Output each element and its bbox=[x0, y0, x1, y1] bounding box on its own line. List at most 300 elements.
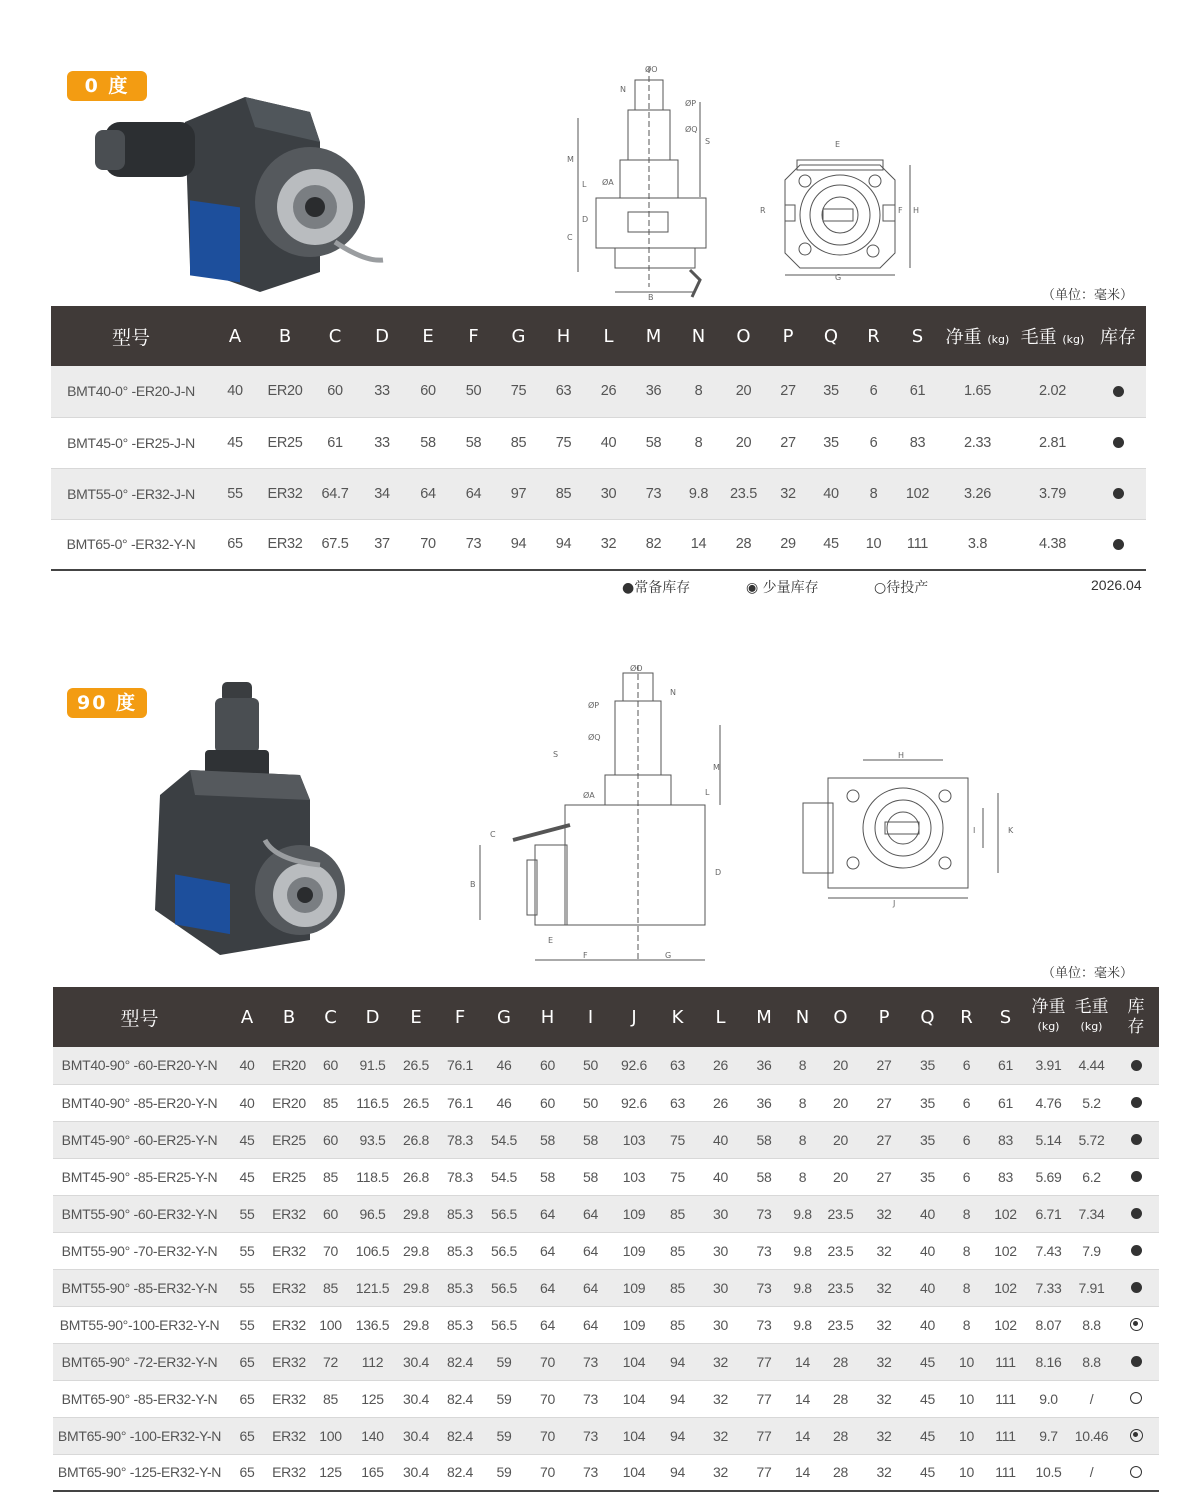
model-cell: BMT45-90° -60-ER25-Y-N bbox=[53, 1121, 226, 1158]
value-cell: 28 bbox=[819, 1454, 862, 1491]
dimension-drawing-0-front bbox=[560, 62, 720, 302]
table-body-0 bbox=[51, 366, 1146, 570]
svg-text:ØP: ØP bbox=[685, 99, 697, 108]
stock-full-icon bbox=[1131, 1282, 1142, 1293]
value-cell: 26.5 bbox=[394, 1084, 438, 1121]
value-cell: ER25 bbox=[259, 417, 311, 468]
value-cell: 3.26 bbox=[940, 468, 1015, 519]
value-cell: 30.4 bbox=[394, 1454, 438, 1491]
kg-unit: (kg) bbox=[1080, 1020, 1103, 1033]
value-cell: 83 bbox=[984, 1158, 1027, 1195]
value-cell: 45 bbox=[226, 1121, 268, 1158]
value-cell: 45 bbox=[211, 417, 259, 468]
value-cell: 6 bbox=[949, 1121, 984, 1158]
value-cell: 32 bbox=[862, 1454, 906, 1491]
value-cell: 35 bbox=[810, 366, 852, 417]
value-cell: 10 bbox=[949, 1380, 984, 1417]
value-cell: 34 bbox=[359, 468, 405, 519]
value-cell: ER32 bbox=[268, 1454, 310, 1491]
table-row bbox=[51, 366, 1146, 417]
value-cell: 85.3 bbox=[438, 1269, 482, 1306]
value-cell: 109 bbox=[612, 1232, 656, 1269]
value-cell: ER32 bbox=[268, 1195, 310, 1232]
value-cell: 6.2 bbox=[1070, 1158, 1113, 1195]
model-cell: BMT65-90° -125-ER32-Y-N bbox=[53, 1454, 226, 1491]
value-cell: 8.07 bbox=[1027, 1306, 1070, 1343]
value-cell: 9.8 bbox=[786, 1269, 819, 1306]
value-cell: 65 bbox=[226, 1454, 268, 1491]
value-cell: 73 bbox=[742, 1269, 786, 1306]
dimension-drawing-90-side bbox=[465, 665, 730, 965]
value-cell: 4.76 bbox=[1027, 1084, 1070, 1121]
value-cell: 8.8 bbox=[1070, 1343, 1113, 1380]
dimension-drawing-0-top bbox=[755, 135, 925, 280]
value-cell: 96.5 bbox=[351, 1195, 394, 1232]
value-cell: 50 bbox=[569, 1047, 612, 1084]
svg-text:H: H bbox=[913, 206, 920, 215]
stock-cell bbox=[1113, 1380, 1159, 1417]
value-cell: 109 bbox=[612, 1306, 656, 1343]
value-cell: 27 bbox=[862, 1158, 906, 1195]
value-cell: ER32 bbox=[268, 1380, 310, 1417]
value-cell: 111 bbox=[895, 519, 940, 570]
value-cell: 70 bbox=[526, 1454, 569, 1491]
table-row bbox=[53, 1417, 1159, 1454]
value-cell: 23.5 bbox=[819, 1195, 862, 1232]
value-cell: 70 bbox=[310, 1232, 351, 1269]
value-cell: 9.8 bbox=[786, 1306, 819, 1343]
model-cell: BMT40-90° -85-ER20-Y-N bbox=[53, 1084, 226, 1121]
value-cell: 102 bbox=[984, 1306, 1027, 1343]
value-cell: 82.4 bbox=[438, 1380, 482, 1417]
stock-none-icon bbox=[1130, 1392, 1142, 1404]
value-cell: 14 bbox=[786, 1380, 819, 1417]
table-row bbox=[53, 1084, 1159, 1121]
value-cell: 30 bbox=[699, 1269, 742, 1306]
header-model: 型号 bbox=[51, 306, 211, 366]
header-P: P bbox=[766, 306, 810, 366]
value-cell: 58 bbox=[742, 1121, 786, 1158]
value-cell: 55 bbox=[226, 1306, 268, 1343]
value-cell: 73 bbox=[451, 519, 496, 570]
value-cell: 85 bbox=[496, 417, 541, 468]
value-cell: ER32 bbox=[259, 468, 311, 519]
value-cell: 118.5 bbox=[351, 1158, 394, 1195]
value-cell: 75 bbox=[541, 417, 586, 468]
value-cell: 8.8 bbox=[1070, 1306, 1113, 1343]
header-O: O bbox=[721, 306, 766, 366]
table-row bbox=[53, 1158, 1159, 1195]
header-gross-weight-label: 毛重 bbox=[1020, 327, 1057, 348]
value-cell: 65 bbox=[226, 1380, 268, 1417]
value-cell: 77 bbox=[742, 1417, 786, 1454]
value-cell: 111 bbox=[984, 1380, 1027, 1417]
value-cell: 125 bbox=[310, 1454, 351, 1491]
value-cell: 60 bbox=[311, 366, 359, 417]
stock-cell bbox=[1113, 1195, 1159, 1232]
value-cell: 28 bbox=[819, 1380, 862, 1417]
value-cell: 27 bbox=[862, 1121, 906, 1158]
value-cell: 58 bbox=[742, 1158, 786, 1195]
value-cell: / bbox=[1070, 1454, 1113, 1491]
value-cell: 56.5 bbox=[482, 1232, 526, 1269]
value-cell: 59 bbox=[482, 1380, 526, 1417]
model-cell: BMT55-90° -85-ER32-Y-N bbox=[53, 1269, 226, 1306]
value-cell: ER32 bbox=[268, 1417, 310, 1454]
value-cell: 28 bbox=[819, 1343, 862, 1380]
value-cell: 8 bbox=[949, 1232, 984, 1269]
value-cell: 85.3 bbox=[438, 1232, 482, 1269]
value-cell: 104 bbox=[612, 1343, 656, 1380]
value-cell: 8 bbox=[949, 1269, 984, 1306]
value-cell: ER32 bbox=[268, 1269, 310, 1306]
value-cell: 165 bbox=[351, 1454, 394, 1491]
value-cell: 50 bbox=[569, 1084, 612, 1121]
value-cell: 29.8 bbox=[394, 1195, 438, 1232]
value-cell: 35 bbox=[906, 1158, 949, 1195]
svg-text:M: M bbox=[713, 763, 720, 772]
value-cell: 5.14 bbox=[1027, 1121, 1070, 1158]
value-cell: 10 bbox=[852, 519, 895, 570]
spec-table-90-degree bbox=[53, 987, 1159, 1492]
value-cell: 82.4 bbox=[438, 1417, 482, 1454]
model-cell: BMT45-0° -ER25-J-N bbox=[51, 417, 211, 468]
svg-text:E: E bbox=[548, 936, 554, 945]
value-cell: 6 bbox=[949, 1158, 984, 1195]
header-A: A bbox=[211, 306, 259, 366]
value-cell: 5.2 bbox=[1070, 1084, 1113, 1121]
header-A: A bbox=[226, 987, 268, 1047]
value-cell: 30 bbox=[699, 1195, 742, 1232]
value-cell: 77 bbox=[742, 1343, 786, 1380]
value-cell: 73 bbox=[569, 1343, 612, 1380]
value-cell: 55 bbox=[226, 1195, 268, 1232]
header-net-weight-label: 净重 bbox=[945, 327, 982, 348]
header-O: O bbox=[819, 987, 862, 1047]
header-G: G bbox=[482, 987, 526, 1047]
value-cell: 32 bbox=[699, 1380, 742, 1417]
value-cell: 23.5 bbox=[819, 1232, 862, 1269]
value-cell: 102 bbox=[984, 1232, 1027, 1269]
value-cell: 61 bbox=[895, 366, 940, 417]
value-cell: 40 bbox=[810, 468, 852, 519]
header-P: P bbox=[862, 987, 906, 1047]
stock-full-icon bbox=[1113, 386, 1124, 397]
table-row bbox=[53, 1306, 1159, 1343]
value-cell: 35 bbox=[906, 1121, 949, 1158]
table-header-row bbox=[51, 306, 1146, 366]
value-cell: 85 bbox=[541, 468, 586, 519]
svg-text:ØO: ØO bbox=[645, 65, 658, 74]
value-cell: 9.0 bbox=[1027, 1380, 1070, 1417]
value-cell: 32 bbox=[699, 1343, 742, 1380]
table-row bbox=[53, 1454, 1159, 1491]
value-cell: ER25 bbox=[268, 1158, 310, 1195]
value-cell: 70 bbox=[526, 1343, 569, 1380]
value-cell: 40 bbox=[906, 1269, 949, 1306]
stock-cell bbox=[1113, 1047, 1159, 1084]
header-model: 型号 bbox=[53, 987, 226, 1047]
value-cell: 33 bbox=[359, 366, 405, 417]
stock-full-icon bbox=[1131, 1245, 1142, 1256]
header-S: S bbox=[895, 306, 940, 366]
value-cell: 55 bbox=[211, 468, 259, 519]
value-cell: 60 bbox=[310, 1195, 351, 1232]
header-N: N bbox=[786, 987, 819, 1047]
header-H: H bbox=[526, 987, 569, 1047]
table-body-90 bbox=[53, 1047, 1159, 1491]
value-cell: 65 bbox=[211, 519, 259, 570]
value-cell: 112 bbox=[351, 1343, 394, 1380]
svg-text:L: L bbox=[582, 180, 587, 189]
value-cell: 136.5 bbox=[351, 1306, 394, 1343]
value-cell: 75 bbox=[496, 366, 541, 417]
value-cell: 73 bbox=[569, 1417, 612, 1454]
value-cell: 64 bbox=[451, 468, 496, 519]
model-cell: BMT65-90° -72-ER32-Y-N bbox=[53, 1343, 226, 1380]
value-cell: 8 bbox=[949, 1306, 984, 1343]
value-cell: 94 bbox=[656, 1380, 699, 1417]
legend-few-stock: ◉ 少量库存 bbox=[746, 580, 819, 596]
header-L: L bbox=[586, 306, 631, 366]
header-R: R bbox=[949, 987, 984, 1047]
value-cell: 111 bbox=[984, 1417, 1027, 1454]
value-cell: 60 bbox=[310, 1121, 351, 1158]
value-cell: 91.5 bbox=[351, 1047, 394, 1084]
value-cell: 27 bbox=[766, 366, 810, 417]
table-row bbox=[53, 1232, 1159, 1269]
value-cell: 65 bbox=[226, 1343, 268, 1380]
value-cell: 26.8 bbox=[394, 1121, 438, 1158]
value-cell: 14 bbox=[786, 1343, 819, 1380]
model-cell: BMT55-90° -70-ER32-Y-N bbox=[53, 1232, 226, 1269]
value-cell: 20 bbox=[819, 1047, 862, 1084]
value-cell: 65 bbox=[226, 1417, 268, 1454]
svg-text:ØP: ØP bbox=[588, 701, 600, 710]
value-cell: 45 bbox=[810, 519, 852, 570]
value-cell: 82.4 bbox=[438, 1343, 482, 1380]
value-cell: ER32 bbox=[268, 1306, 310, 1343]
value-cell: 77 bbox=[742, 1380, 786, 1417]
value-cell: 85 bbox=[656, 1269, 699, 1306]
value-cell: 3.79 bbox=[1015, 468, 1090, 519]
header-gross-weight bbox=[1015, 306, 1090, 366]
svg-text:S: S bbox=[553, 750, 559, 759]
table-row bbox=[53, 1047, 1159, 1084]
value-cell: 94 bbox=[656, 1417, 699, 1454]
value-cell: 58 bbox=[631, 417, 676, 468]
model-cell: BMT40-0° -ER20-J-N bbox=[51, 366, 211, 417]
value-cell: 67.5 bbox=[311, 519, 359, 570]
value-cell: 26 bbox=[699, 1084, 742, 1121]
header-stock bbox=[1113, 987, 1159, 1047]
value-cell: 59 bbox=[482, 1417, 526, 1454]
value-cell: 8 bbox=[786, 1121, 819, 1158]
stock-cell bbox=[1113, 1121, 1159, 1158]
header-net-weight bbox=[940, 306, 1015, 366]
svg-text:ØQ: ØQ bbox=[588, 733, 601, 742]
value-cell: 32 bbox=[862, 1343, 906, 1380]
value-cell: 9.8 bbox=[676, 468, 721, 519]
stock-cell bbox=[1113, 1232, 1159, 1269]
value-cell: 140 bbox=[351, 1417, 394, 1454]
value-cell: 73 bbox=[569, 1454, 612, 1491]
stock-full-icon bbox=[1131, 1208, 1142, 1219]
value-cell: 40 bbox=[906, 1306, 949, 1343]
svg-text:D: D bbox=[582, 215, 589, 224]
value-cell: 14 bbox=[786, 1417, 819, 1454]
value-cell: 56.5 bbox=[482, 1269, 526, 1306]
value-cell: 55 bbox=[226, 1232, 268, 1269]
value-cell: 5.69 bbox=[1027, 1158, 1070, 1195]
header-F: F bbox=[451, 306, 496, 366]
header-D: D bbox=[359, 306, 405, 366]
value-cell: 61 bbox=[984, 1084, 1027, 1121]
svg-text:J: J bbox=[893, 899, 896, 908]
value-cell: 85 bbox=[656, 1306, 699, 1343]
header-net-weight-label: 净重 bbox=[1031, 997, 1066, 1017]
svg-text:F: F bbox=[583, 951, 588, 960]
value-cell: ER32 bbox=[259, 519, 311, 570]
value-cell: 60 bbox=[310, 1047, 351, 1084]
value-cell: 61 bbox=[311, 417, 359, 468]
svg-text:C: C bbox=[567, 233, 573, 242]
value-cell: 76.1 bbox=[438, 1084, 482, 1121]
value-cell: 121.5 bbox=[351, 1269, 394, 1306]
header-D: D bbox=[351, 987, 394, 1047]
value-cell: 64 bbox=[405, 468, 451, 519]
value-cell: 36 bbox=[742, 1084, 786, 1121]
value-cell: 40 bbox=[211, 366, 259, 417]
value-cell: 6 bbox=[852, 417, 895, 468]
stock-full-icon bbox=[1131, 1134, 1142, 1145]
value-cell: 40 bbox=[906, 1195, 949, 1232]
value-cell: 103 bbox=[612, 1121, 656, 1158]
stock-cell bbox=[1113, 1084, 1159, 1121]
header-net-weight bbox=[1027, 987, 1070, 1047]
svg-text:N: N bbox=[670, 688, 676, 697]
header-I: I bbox=[569, 987, 612, 1047]
value-cell: 58 bbox=[405, 417, 451, 468]
stock-cell bbox=[1090, 519, 1146, 570]
value-cell: 40 bbox=[226, 1047, 268, 1084]
value-cell: 7.9 bbox=[1070, 1232, 1113, 1269]
value-cell: 36 bbox=[631, 366, 676, 417]
kg-unit: (kg) bbox=[987, 333, 1010, 346]
stock-cell bbox=[1113, 1417, 1159, 1454]
value-cell: 29.8 bbox=[394, 1306, 438, 1343]
value-cell: ER25 bbox=[268, 1121, 310, 1158]
header-N: N bbox=[676, 306, 721, 366]
value-cell: 32 bbox=[862, 1269, 906, 1306]
value-cell: 10 bbox=[949, 1417, 984, 1454]
value-cell: 32 bbox=[862, 1417, 906, 1454]
value-cell: 93.5 bbox=[351, 1121, 394, 1158]
value-cell: 20 bbox=[819, 1121, 862, 1158]
value-cell: 58 bbox=[569, 1121, 612, 1158]
header-stock-line1: 库 bbox=[1127, 997, 1145, 1017]
value-cell: 72 bbox=[310, 1343, 351, 1380]
value-cell: 33 bbox=[359, 417, 405, 468]
header-J: J bbox=[612, 987, 656, 1047]
header-E: E bbox=[405, 306, 451, 366]
stock-cell bbox=[1113, 1158, 1159, 1195]
value-cell: 64 bbox=[526, 1269, 569, 1306]
value-cell: 60 bbox=[405, 366, 451, 417]
value-cell: 23.5 bbox=[819, 1306, 862, 1343]
value-cell: 94 bbox=[541, 519, 586, 570]
value-cell: 8 bbox=[786, 1158, 819, 1195]
value-cell: 32 bbox=[766, 468, 810, 519]
value-cell: 64 bbox=[569, 1306, 612, 1343]
value-cell: 75 bbox=[656, 1121, 699, 1158]
value-cell: 77 bbox=[742, 1454, 786, 1491]
stock-full-icon bbox=[1113, 488, 1124, 499]
value-cell: 70 bbox=[405, 519, 451, 570]
value-cell: 85 bbox=[656, 1232, 699, 1269]
value-cell: 109 bbox=[612, 1195, 656, 1232]
stock-full-icon bbox=[1131, 1171, 1142, 1182]
value-cell: 54.5 bbox=[482, 1158, 526, 1195]
stock-cell bbox=[1113, 1454, 1159, 1491]
value-cell: 111 bbox=[984, 1454, 1027, 1491]
value-cell: 6.71 bbox=[1027, 1195, 1070, 1232]
value-cell: 64 bbox=[526, 1195, 569, 1232]
value-cell: 23.5 bbox=[819, 1269, 862, 1306]
value-cell: 94 bbox=[496, 519, 541, 570]
header-H: H bbox=[541, 306, 586, 366]
value-cell: 2.02 bbox=[1015, 366, 1090, 417]
value-cell: 109 bbox=[612, 1269, 656, 1306]
value-cell: 102 bbox=[984, 1195, 1027, 1232]
value-cell: 64.7 bbox=[311, 468, 359, 519]
value-cell: 46 bbox=[482, 1084, 526, 1121]
header-stock: 库存 bbox=[1090, 306, 1146, 366]
section-badge-90: 90 度 bbox=[67, 688, 147, 718]
header-gross-weight bbox=[1070, 987, 1113, 1047]
value-cell: 7.34 bbox=[1070, 1195, 1113, 1232]
value-cell: 76.1 bbox=[438, 1047, 482, 1084]
value-cell: 40 bbox=[906, 1232, 949, 1269]
stock-cell bbox=[1090, 468, 1146, 519]
value-cell: ER20 bbox=[268, 1047, 310, 1084]
value-cell: 45 bbox=[226, 1158, 268, 1195]
spec-table-0-degree bbox=[51, 306, 1146, 571]
model-cell: BMT55-90°-100-ER32-Y-N bbox=[53, 1306, 226, 1343]
svg-text:ØO: ØO bbox=[630, 665, 643, 673]
value-cell: 8 bbox=[786, 1047, 819, 1084]
value-cell: 20 bbox=[721, 417, 766, 468]
value-cell: 102 bbox=[984, 1269, 1027, 1306]
legend-pending: ○待投产 bbox=[874, 580, 929, 596]
product-photo-0-degree bbox=[95, 92, 395, 297]
table-row bbox=[53, 1195, 1159, 1232]
value-cell: 56.5 bbox=[482, 1195, 526, 1232]
value-cell: 73 bbox=[569, 1380, 612, 1417]
table-row bbox=[53, 1343, 1159, 1380]
header-B: B bbox=[268, 987, 310, 1047]
stock-cell bbox=[1113, 1343, 1159, 1380]
value-cell: 58 bbox=[526, 1158, 569, 1195]
value-cell: 30 bbox=[586, 468, 631, 519]
value-cell: 6 bbox=[949, 1047, 984, 1084]
value-cell: 55 bbox=[226, 1269, 268, 1306]
value-cell: 28 bbox=[721, 519, 766, 570]
value-cell: 60 bbox=[526, 1084, 569, 1121]
value-cell: 58 bbox=[451, 417, 496, 468]
value-cell: 63 bbox=[656, 1047, 699, 1084]
value-cell: 14 bbox=[786, 1454, 819, 1491]
